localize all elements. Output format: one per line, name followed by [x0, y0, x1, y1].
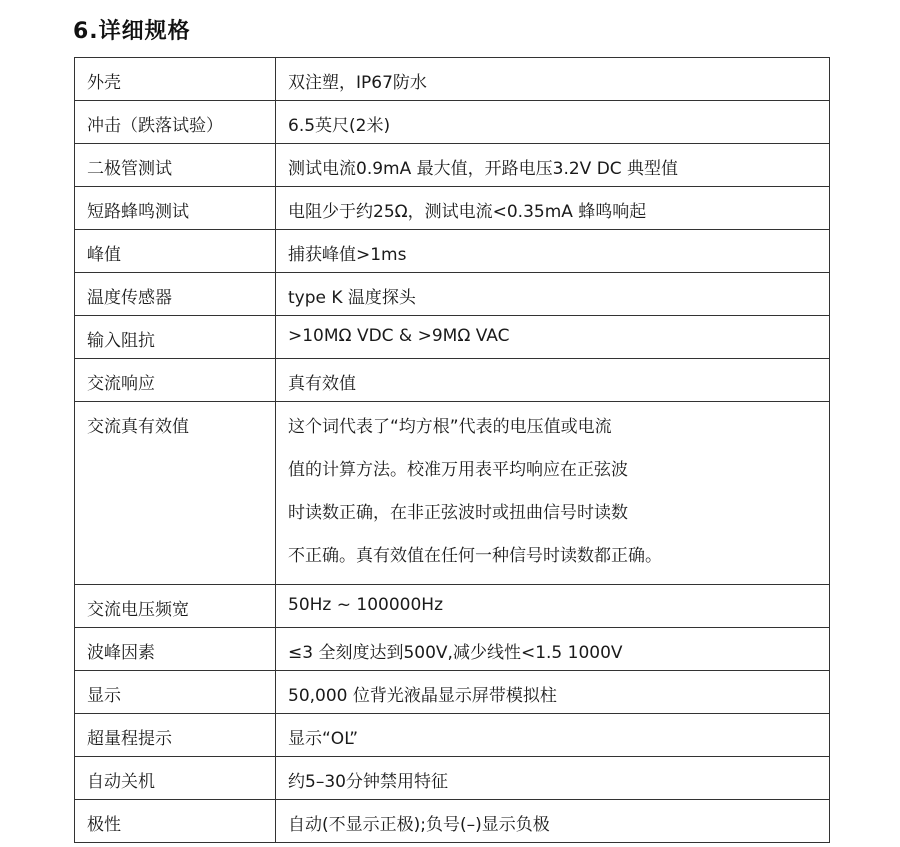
spec-value: 测试电流0.9mA 最大值，开路电压3.2V DC 典型值: [276, 144, 830, 187]
table-row: [75, 714, 830, 757]
spec-value-line: 时读数正确，在非正弦波时或扭曲信号时读数: [288, 503, 628, 523]
spec-label: 冲击（跌落试验）: [75, 101, 276, 144]
spec-label: 温度传感器: [75, 273, 276, 316]
spec-value-line: 值的计算方法。校准万用表平均响应在正弦波: [288, 460, 628, 480]
spec-label: 外壳: [75, 58, 276, 101]
spec-label: 输入阻抗: [75, 316, 276, 359]
spec-label: 波峰因素: [75, 628, 276, 671]
spec-label: 二极管测试: [75, 144, 276, 187]
table-row: [75, 187, 830, 230]
section-title: 6.详细规格: [73, 19, 191, 44]
spec-label: 自动关机: [75, 757, 276, 800]
spec-label: 超量程提示: [75, 714, 276, 757]
table-row: [75, 359, 830, 402]
spec-value: 真有效值: [276, 359, 830, 402]
spec-value: type K 温度探头: [276, 273, 830, 316]
table-row: [75, 757, 830, 800]
spec-label: 交流响应: [75, 359, 276, 402]
spec-label: 显示: [75, 671, 276, 714]
table-row: [75, 800, 830, 843]
spec-value: 50,000 位背光液晶显示屏带模拟柱: [276, 671, 830, 714]
table-row: [75, 58, 830, 101]
table-row: [75, 230, 830, 273]
spec-value: >10MΩ VDC & >9MΩ VAC: [276, 316, 830, 359]
spec-label: 极性: [75, 800, 276, 843]
table-row: [75, 671, 830, 714]
table-row: [75, 144, 830, 187]
spec-label: 峰值: [75, 230, 276, 273]
spec-value: 自动(不显示正极);负号(–)显示负极: [276, 800, 830, 843]
spec-value-line: 不正确。真有效值在任何一种信号时读数都正确。: [288, 546, 662, 566]
spec-label: 交流真有效值: [75, 402, 276, 585]
spec-value-multiline: [276, 402, 830, 585]
spec-value: 50Hz ~ 100000Hz: [276, 585, 830, 628]
spec-value: 捕获峰值>1ms: [276, 230, 830, 273]
spec-value: 电阻少于约25Ω，测试电流<0.35mA 蜂鸣响起: [276, 187, 830, 230]
spec-value: 双注塑，IP67防水: [276, 58, 830, 101]
spec-value: 约5–30分钟禁用特征: [276, 757, 830, 800]
table-row: [75, 273, 830, 316]
spec-label: 交流电压频宽: [75, 585, 276, 628]
table-row: [75, 585, 830, 628]
spec-label: 短路蜂鸣测试: [75, 187, 276, 230]
table-row: [75, 101, 830, 144]
table-row: [75, 402, 830, 585]
spec-value: 显示“OL”: [276, 714, 830, 757]
table-row: [75, 628, 830, 671]
spec-value: 6.5英尺(2米): [276, 101, 830, 144]
spec-value: ≤3 全刻度达到500V,减少线性<1.5 1000V: [276, 628, 830, 671]
table-row: [75, 316, 830, 359]
spec-table: [74, 57, 830, 843]
spec-value-line: 这个词代表了“均方根”代表的电压值或电流: [288, 417, 612, 437]
